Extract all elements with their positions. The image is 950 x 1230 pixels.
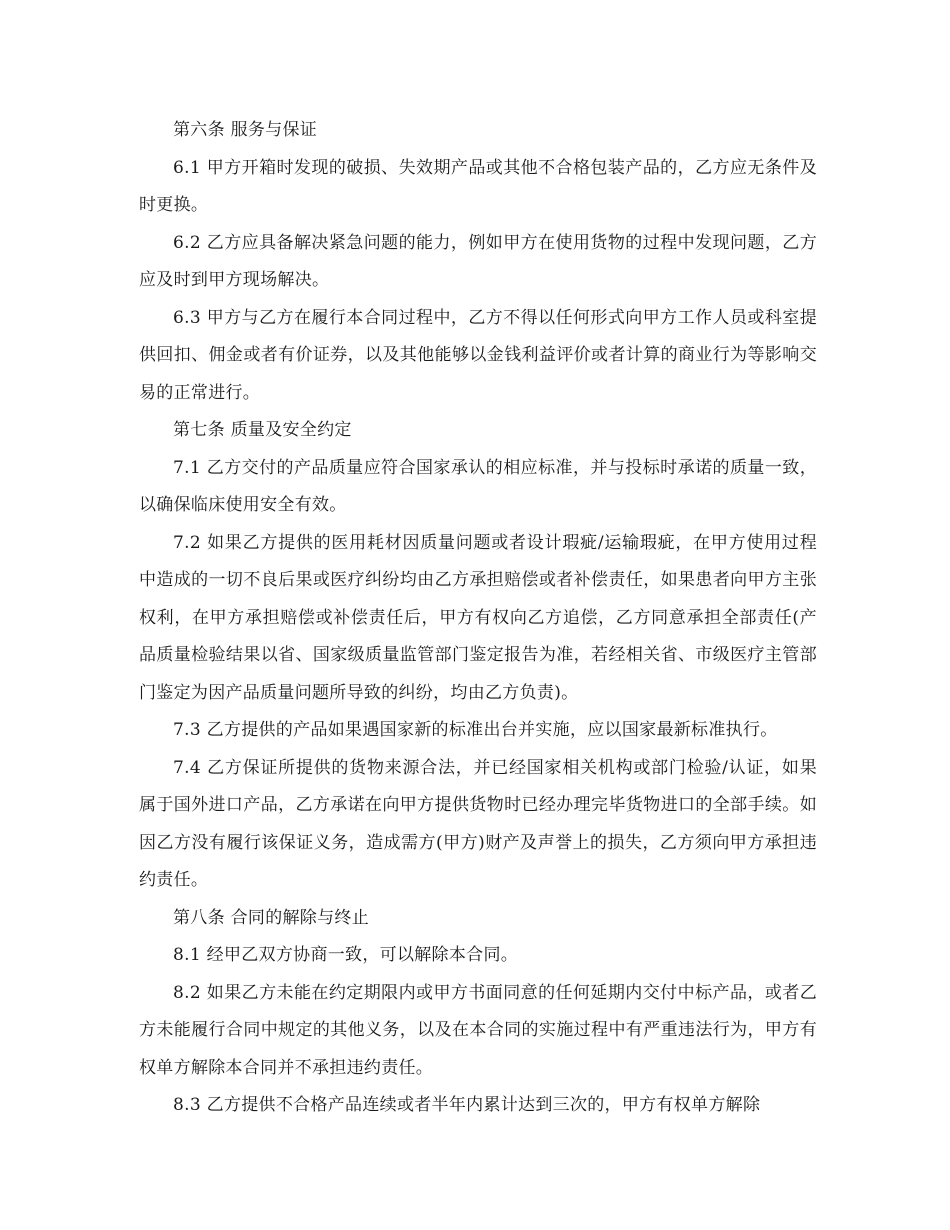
clause-8-1: 8.1 经甲乙双方协商一致，可以解除本合同。	[173, 945, 519, 965]
clause-6-1: 6.1 甲方开箱时发现的破损、失效期产品或其他不合格包装产品的，乙方应无条件及时更换。	[139, 157, 817, 215]
section-heading-8: 第八条 合同的解除与终止	[173, 907, 370, 928]
clause-6-3: 6.3 甲方与乙方在履行本合同过程中，乙方不得以任何形式向甲方工作人员或科室提供回扣、佣金或者有价证券，以及其他能够以金钱利益评价或者计算的商业行为等影响交易的正常进行。	[139, 307, 817, 403]
clause-8-2: 8.2 如果乙方未能在约定期限内或甲方书面同意的任何延期内交付中标产品，或者乙方未能履行合同中规定的其他义务，以及在本合同的实施过程中有严重违法行为，甲方有权单方解除本合同并不承担违约责任。	[139, 982, 817, 1078]
clause-7-2: 7.2 如果乙方提供的医用耗材因质量问题或者设计瑕疵/运输瑕疵，在甲方使用过程中造成的一切不良后果或医疗纠纷均由乙方承担赔偿或者补偿责任，如果患者向甲方主张权利，在甲方承担赔偿或补偿责任后，甲方有权向乙方追偿，乙方同意承担全部责任(产品质量检验结果以省、国家级质量监管部门鉴定报告为准，若经相关省、市级医疗主管部门鉴定为因产品质量问题所导致的纠纷，均由乙方负责)。	[139, 532, 817, 703]
clause-7-1: 7.1 乙方交付的产品质量应符合国家承认的相应标准，并与投标时承诺的质量一致，以确保临床使用安全有效。	[139, 457, 817, 515]
clause-7-3: 7.3 乙方提供的产品如果遇国家新的标准出台并实施，应以国家最新标准执行。	[173, 720, 778, 740]
document-body	[139, 112, 817, 1125]
section-heading-6: 第六条 服务与保证	[173, 120, 318, 140]
clause-7-4: 7.4 乙方保证所提供的货物来源合法，并已经国家相关机构或部门检验/认证，如果属于国外进口产品，乙方承诺在向甲方提供货物时已经办理完毕货物进口的全部手续。如因乙方没有履行该保证义务，造成需方(甲方)财产及声誉上的损失，乙方须向甲方承担违约责任。	[139, 757, 817, 890]
section-heading-7: 第七条 质量及安全约定	[173, 420, 352, 440]
clause-6-2: 6.2 乙方应具备解决紧急问题的能力，例如甲方在使用货物的过程中发现问题，乙方应及时到甲方现场解决。	[139, 232, 817, 290]
clause-8-3: 8.3 乙方提供不合格产品连续或者半年内累计达到三次的，甲方有权单方解除	[173, 1095, 761, 1115]
